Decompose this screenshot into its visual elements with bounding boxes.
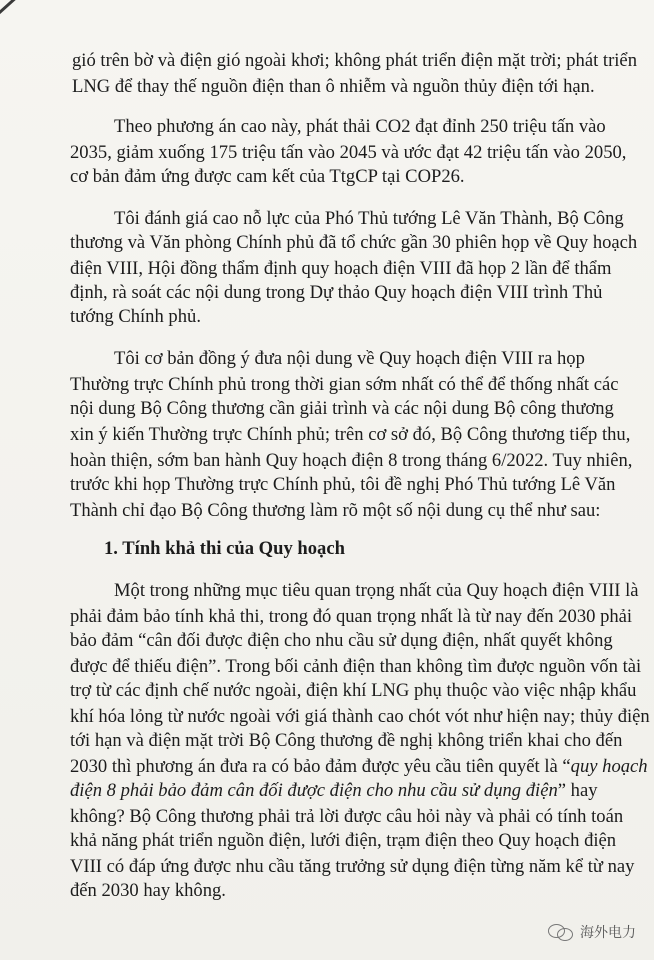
section-heading: 1. Tính khả thi của Quy hoạch	[104, 538, 345, 559]
text-line: cơ bản đảm ứng được cam kết của TtgCP tại COP26.	[70, 166, 465, 187]
text-line: nội dung Bộ Công thương cần giải trình và các nội dung Bộ công thương	[70, 398, 614, 419]
text-line: được để thiếu điện”. Trong bối cảnh điện than không tìm được nguồn vốn tài	[70, 656, 642, 677]
text-line: LNG để thay thế nguồn điện than ô nhiễm và nguồn thủy điện tới hạn.	[72, 76, 595, 97]
text-line: trợ từ các định chế nước ngoài, điện khí LNG phụ thuộc vào việc nhập khẩu	[70, 680, 637, 701]
text-line: Tôi đánh giá cao nỗ lực của Phó Thủ tướng Lê Văn Thành, Bộ Công	[114, 208, 624, 229]
text-line: bảo đảm “cân đối được điện cho nhu cầu sử dụng điện, nhất quyết không	[70, 630, 613, 651]
italic-quote: điện 8 phải bảo đảm cân đối được điện cho nhu cầu sử dụng điện	[70, 780, 558, 801]
corner-fold-mark	[0, 0, 42, 44]
text-line: Thường trực Chính phủ trong thời gian sớm nhất có thể để thống nhất các	[70, 374, 619, 395]
text-line: hoàn thiện, sớm ban hành Quy hoạch điện 8 trong tháng 6/2022. Tuy nhiên,	[70, 450, 633, 471]
text-line: gió trên bờ và điện gió ngoài khơi; không phát triển điện mặt trời; phát triển	[72, 50, 637, 71]
text-line: khí hóa lỏng từ nước ngoài với giá thành cao chót vót như hiện nay; thủy điện	[70, 706, 650, 727]
text-span: 2030 thì phương án đưa ra có bảo đảm được yêu cầu tiên quyết là “	[70, 756, 571, 777]
text-line: VIII có đáp ứng được nhu cầu tăng trưởng sử dụng điện từng năm kể từ nay	[70, 856, 635, 877]
text-line: tướng Chính phủ.	[70, 306, 201, 327]
text-line: Thành chỉ đạo Bộ Công thương làm rõ một số nội dung cụ thể như sau:	[70, 500, 601, 521]
text-line: điện VIII, Hội đồng thẩm định quy hoạch điện VIII đã họp 2 lần để thẩm	[70, 258, 612, 279]
watermark-text: 海外电力	[580, 925, 636, 941]
text-line: phải đảm bảo tính khả thi, trong đó quan trọng nhất là từ nay đến 2030 phải	[70, 606, 633, 627]
text-line: xin ý kiến Thường trực Chính phủ; trên cơ sở đó, Bộ Công thương tiếp thu,	[70, 424, 631, 445]
text-line	[70, 780, 598, 802]
text-line: thương và Văn phòng Chính phủ đã tổ chức gần 30 phiên họp về Quy hoạch	[70, 232, 638, 253]
text-line: không? Bộ Công thương phải trả lời được câu hỏi này và phải có tính toán	[70, 806, 624, 827]
text-span: ” hay	[557, 780, 598, 801]
text-line: Theo phương án cao này, phát thải CO2 đạt đỉnh 250 triệu tấn vào	[114, 116, 606, 137]
text-line: khả năng phát triển nguồn điện, lưới điện, trạm điện theo Quy hoạch điện	[70, 830, 617, 851]
text-line	[70, 756, 648, 778]
text-line: tới hạn và điện mặt trời Bộ Công thương đề nghị không triển khai cho đến	[70, 730, 623, 751]
text-line: Một trong những mục tiêu quan trọng nhất của Quy hoạch điện VIII là	[114, 580, 639, 601]
text-line: đến 2030 hay không.	[70, 880, 226, 901]
watermark	[548, 922, 636, 942]
text-line: trước khi họp Thường trực Chính phủ, tôi đề nghị Phó Thủ tướng Lê Văn	[70, 474, 616, 495]
text-line: Tôi cơ bản đồng ý đưa nội dung về Quy hoạch điện VIII ra họp	[114, 348, 585, 369]
text-line: 2035, giảm xuống 175 triệu tấn vào 2045 và ước đạt 42 triệu tấn vào 2050,	[70, 142, 627, 163]
wechat-icon	[548, 922, 574, 942]
italic-quote: quy hoạch	[570, 756, 648, 777]
text-line: định, rà soát các nội dung trong Dự thảo Quy hoạch điện VIII trình Thủ	[70, 282, 603, 303]
